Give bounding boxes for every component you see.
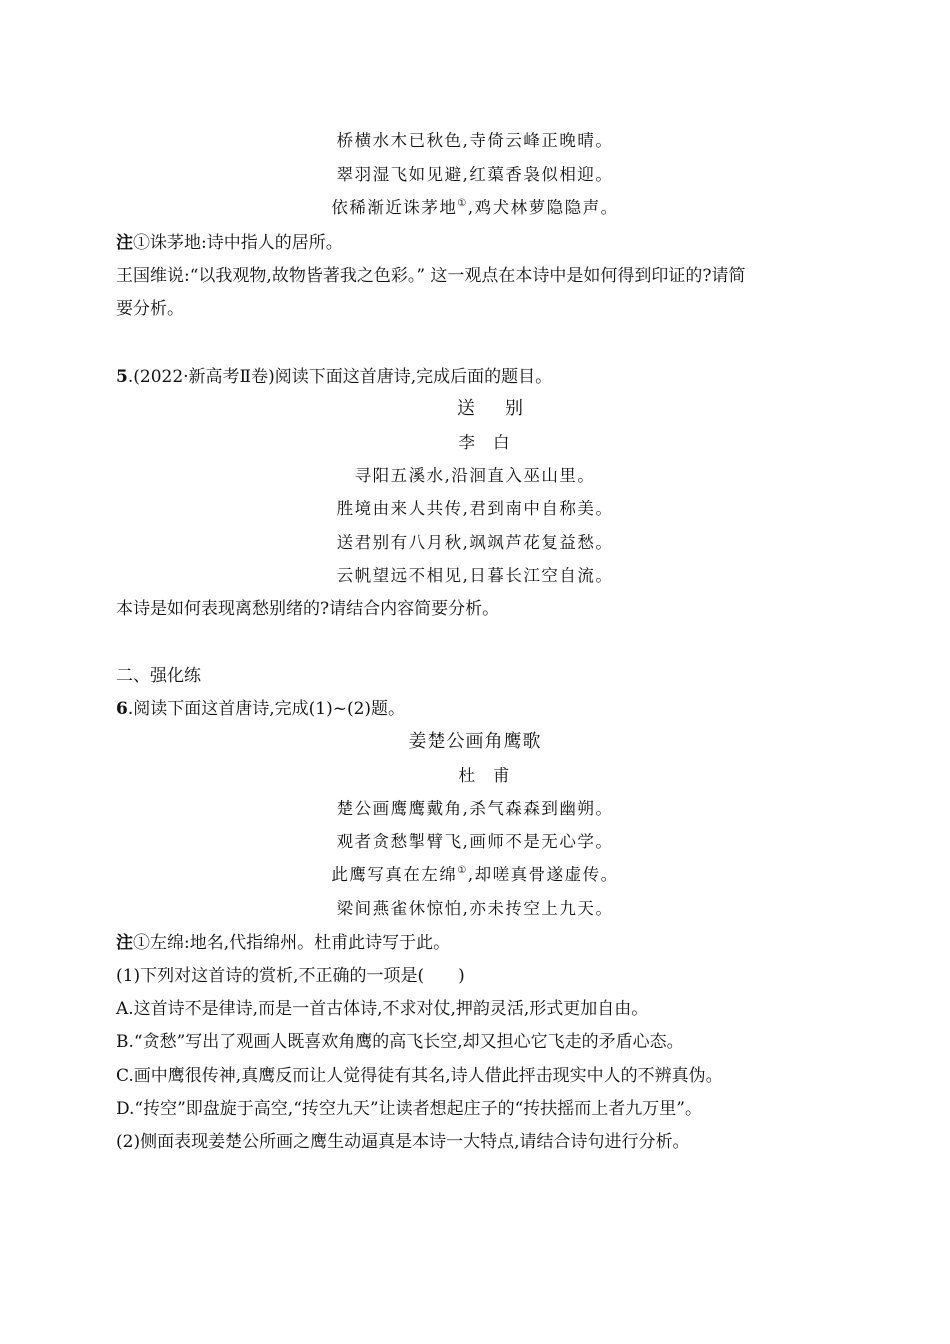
option-c: C.画中鹰很传神,真鹰反而让人觉得徒有其名,诗人借此抨击现实中人的不辨真伪。: [116, 1066, 723, 1086]
question-6: [116, 698, 846, 720]
poem-author: 杜甫: [458, 766, 528, 785]
option-b: B.“贪愁”写出了观画人既喜欢角鹰的高飞长空,却又担心它飞走的矛盾心态。: [116, 1032, 684, 1052]
poem-line-part: 依稀渐近诛茅地: [331, 198, 458, 217]
poem-line: 楚公画鹰鹰戴角,杀气森森到幽朔。: [336, 799, 614, 818]
note-text: ①左绵:地名,代指绵州。杜甫此诗写于此。: [133, 933, 451, 953]
poem-line: 桥横水木已秋色,寺倚云峰正晚晴。: [336, 131, 614, 150]
question-stem: .阅读下面这首唐诗,完成(1)~(2)题。: [127, 699, 406, 719]
poem-line: 送君别有八月秋,飒飒芦花复益愁。: [336, 533, 614, 552]
option-a: A.这首诗不是律诗,而是一首古体诗,不求对仗,押韵灵活,形式更加自由。: [116, 999, 649, 1019]
poem-line-part: 此鹰写真在左绵: [331, 865, 458, 884]
poem-line-part: ,却嗟真骨遂虚传。: [467, 865, 619, 884]
poem-line: 胜境由来人共传,君到南中自称美。: [336, 499, 614, 518]
poem-line: 翠羽湿飞如见避,红蕖香袅似相迎。: [336, 165, 614, 184]
footnote-mark: ①: [457, 198, 468, 209]
question-number: 5: [116, 367, 128, 387]
question-text: 本诗是如何表现离愁别绪的?请结合内容简要分析。: [116, 599, 500, 619]
sub-question-1: (1)下列对这首诗的赏析,不正确的一项是( ): [116, 966, 465, 986]
sub-question-2: (2)侧面表现姜楚公所画之鹰生动逼真是本诗一大特点,请结合诗句进行分析。: [116, 1132, 690, 1152]
poem-line: [0, 197, 950, 219]
section-heading: 二、强化练: [116, 666, 201, 686]
footnote-mark: ①: [457, 865, 468, 876]
poem-line: 观者贪愁掣臂飞,画师不是无心学。: [336, 832, 614, 851]
footnote: [116, 932, 846, 954]
poem-line: 梁间燕雀休惊怕,亦未抟空上九天。: [336, 899, 614, 918]
note-label: 注: [116, 233, 133, 253]
question-number: 6: [116, 699, 128, 719]
poem-title: 姜楚公画角鹰歌: [408, 731, 542, 752]
poem-line: [0, 864, 950, 886]
question-stem: .(2022·新高考Ⅱ卷)阅读下面这首唐诗,完成后面的题目。: [127, 367, 553, 387]
question-text: 要分析。: [116, 299, 184, 319]
note-label: 注: [116, 933, 133, 953]
poem-line: 云帆望远不相见,日暮长江空自流。: [336, 566, 614, 585]
poem-line-part: ,鸡犬林萝隐隐声。: [467, 198, 619, 217]
question-text: 王国维说:“以我观物,故物皆著我之色彩。” 这一观点在本诗中是如何得到印证的?请简: [116, 266, 746, 286]
note-text: ①诛茅地:诗中指人的居所。: [133, 233, 343, 253]
option-d: D.“抟空”即盘旋于高空,“抟空九天”让读者想起庄子的“抟扶摇而上者九万里”。: [116, 1099, 702, 1119]
question-5: [116, 366, 846, 388]
footnote: [116, 232, 846, 254]
poem-line: 寻阳五溪水,沿洄直入巫山里。: [354, 466, 596, 485]
poem-title: 送别: [457, 398, 553, 419]
poem-author: 李白: [458, 433, 528, 452]
